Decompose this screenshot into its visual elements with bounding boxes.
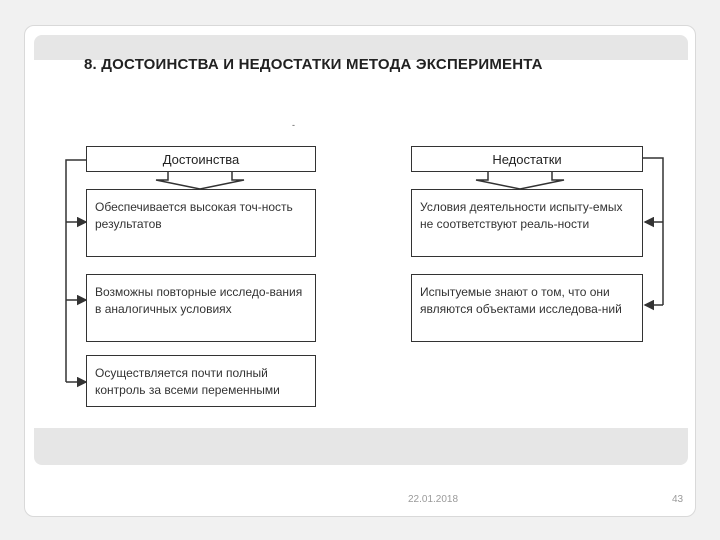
annotation-mark: -	[292, 120, 295, 130]
footer-page-number: 43	[672, 494, 684, 505]
advantage-item-2: Возможны повторные исследо-вания в аналогичных условиях	[86, 274, 316, 342]
advantage-item-1: Обеспечивается высокая точ-ность результатов	[86, 189, 316, 257]
right-bracket-line	[643, 158, 663, 305]
advantages-header-arrow	[156, 172, 244, 189]
disadvantage-item-1: Условия деятельности испыту-емых не соответствуют реаль-ности	[411, 189, 643, 257]
disadvantages-header-arrow	[476, 172, 564, 189]
left-bracket-line	[66, 160, 86, 382]
footer-date: 22.01.2018	[408, 494, 459, 505]
advantage-item-3: Осуществляется почти полный контроль за всеми переменными	[86, 355, 316, 407]
advantages-header: Достоинства	[86, 146, 316, 172]
disadvantage-item-2: Испытуемые знают о том, что они являются объектами исследова-ний	[411, 274, 643, 342]
disadvantages-header: Недостатки	[411, 146, 643, 172]
diagram-title: 8. ДОСТОИНСТВА И НЕДОСТАТКИ МЕТОДА ЭКСПЕРИМЕНТА	[84, 56, 543, 73]
